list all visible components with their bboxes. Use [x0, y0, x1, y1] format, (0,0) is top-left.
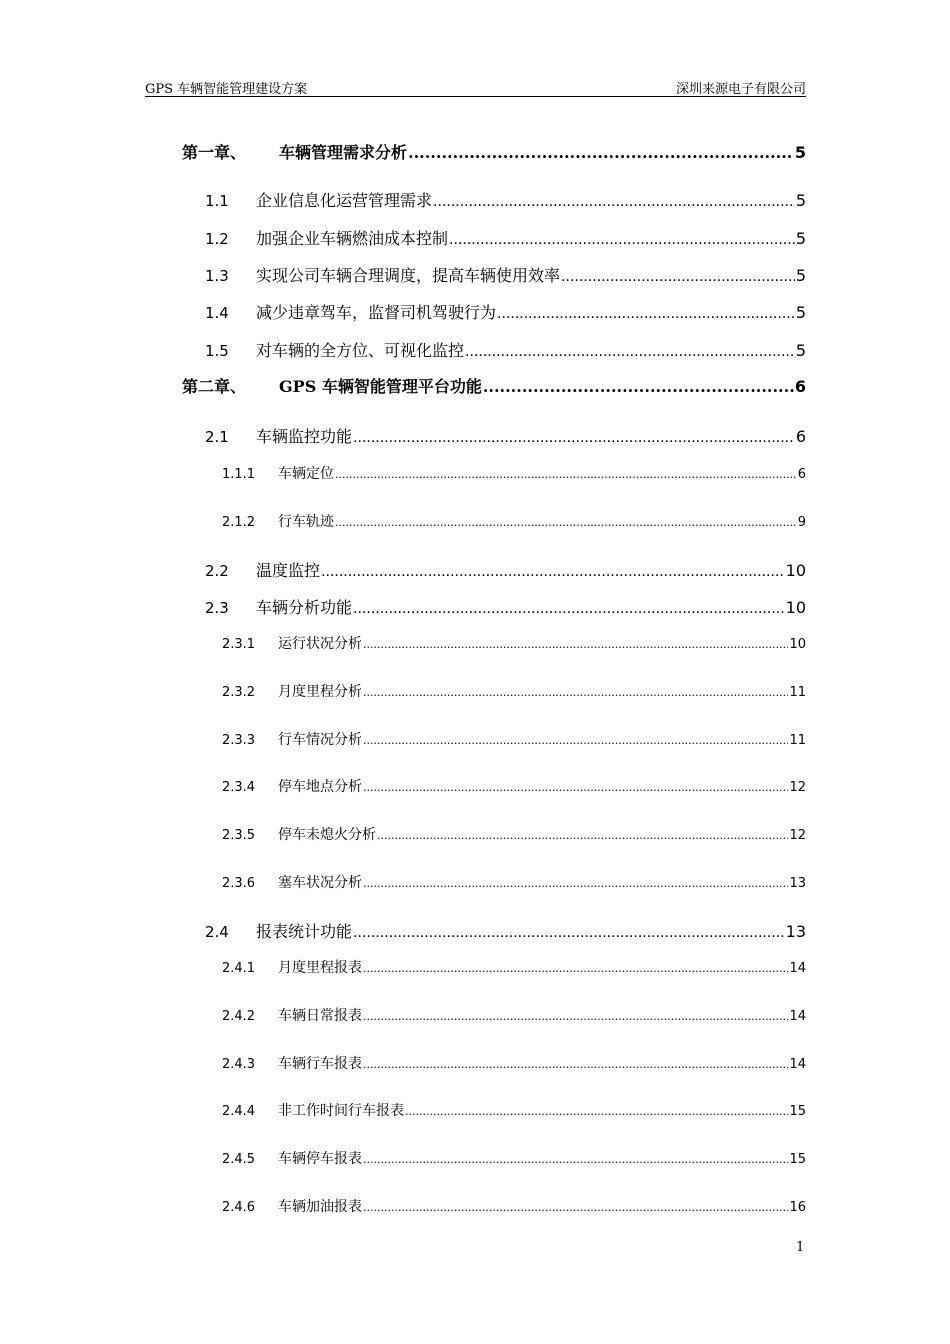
toc-leader-dots: [363, 686, 788, 699]
toc-entry-title: GPS 车辆智能管理平台功能: [279, 377, 482, 396]
toc-entry-title: 实现公司车辆合理调度，提高车辆使用效率: [256, 266, 561, 285]
toc-leader-dots: [363, 734, 788, 747]
toc-leader-dots: [363, 638, 788, 651]
toc-leader-dots: [363, 877, 788, 890]
toc-entry-page: 5: [795, 229, 806, 248]
toc-entry-title: 月度里程分析: [278, 684, 362, 700]
toc-entry-title: 减少违章驾车，监督司机驾驶行为: [256, 303, 497, 322]
toc-entry-title: 企业信息化运营管理需求: [256, 191, 433, 210]
toc-entry-title: 车辆行车报表: [278, 1056, 362, 1072]
toc-leader-dots: [335, 516, 797, 529]
toc-entry-title: 停车地点分析: [278, 779, 362, 795]
toc-entry[interactable]: [222, 776, 806, 796]
toc-entry[interactable]: [222, 1196, 806, 1216]
toc-leader-dots: [405, 1105, 788, 1118]
toc-leader-dots: [363, 781, 788, 794]
toc-entry-page: 6: [795, 427, 806, 446]
toc-leader-dots: [353, 430, 795, 446]
toc-entry-number: 1.2: [205, 230, 229, 248]
toc-entry-page: 5: [795, 303, 806, 322]
toc-entry-title: 车辆管理需求分析: [279, 143, 408, 162]
toc-entry-page: 5: [794, 143, 806, 162]
toc-entry-title: 车辆分析功能: [256, 598, 353, 617]
toc-leader-dots: [321, 564, 785, 580]
toc-entry[interactable]: [222, 729, 806, 749]
toc-entry-title: 车辆加油报表: [278, 1199, 362, 1215]
toc-entry-number: 2.4.2: [222, 1009, 256, 1024]
toc-entry-page: 10: [785, 598, 806, 617]
toc-leader-dots: [483, 377, 794, 396]
toc-entry-title: 行车轨迹: [278, 514, 334, 530]
toc-entry-page: 14: [789, 1009, 806, 1024]
toc-entry-title: 停车未熄火分析: [278, 827, 376, 843]
toc-entry[interactable]: [205, 595, 806, 618]
toc-entry[interactable]: [222, 1005, 806, 1025]
toc-entry[interactable]: [222, 633, 806, 653]
toc-entry-number: 2.4.4: [222, 1104, 256, 1119]
toc-entry-title: 加强企业车辆燃油成本控制: [256, 229, 449, 248]
toc-entry[interactable]: [205, 919, 806, 942]
toc-entry-page: 15: [789, 1152, 806, 1167]
toc-entry-number: 1.1: [205, 192, 229, 210]
toc-entry-number: 2.3.4: [222, 780, 256, 795]
toc-entry-page: 14: [789, 961, 806, 976]
toc-entry-title: 塞车状况分析: [278, 875, 362, 891]
toc-entry[interactable]: [205, 226, 806, 249]
header-document-title: GPS 车辆智能管理建设方案: [145, 82, 308, 97]
toc-entry-title: 运行状况分析: [278, 636, 362, 652]
toc-entry-number: 2.1: [205, 428, 229, 446]
toc-entry[interactable]: [205, 263, 806, 286]
toc-entry[interactable]: [182, 374, 806, 397]
toc-leader-dots: [363, 1201, 788, 1214]
toc-entry-page: 16: [789, 1200, 806, 1215]
toc-entry-title: 对车辆的全方位、可视化监控: [256, 341, 465, 360]
toc-entry-number: 2.4.1: [222, 961, 256, 976]
toc-entry[interactable]: [222, 511, 806, 531]
toc-entry[interactable]: [205, 300, 806, 323]
toc-entry-page: 13: [789, 876, 806, 891]
toc-entry-number: 1.1.1: [222, 467, 256, 482]
toc-entry-page: 5: [795, 341, 806, 360]
toc-entry[interactable]: [205, 424, 806, 447]
toc-entry-title: 月度里程报表: [278, 960, 362, 976]
toc-entry-number: 2.3.5: [222, 828, 256, 843]
toc-entry-page: 5: [795, 191, 806, 210]
toc-entry-page: 13: [785, 922, 806, 941]
toc-leader-dots: [363, 1153, 788, 1166]
toc-entry-number: 2.3.2: [222, 685, 256, 700]
toc-entry-number: 2.4.5: [222, 1152, 256, 1167]
toc-entry-title: 车辆停车报表: [278, 1151, 362, 1167]
toc-entry-number: 2.1.2: [222, 515, 256, 530]
toc-entry-page: 14: [789, 1057, 806, 1072]
toc-leader-dots: [497, 306, 795, 322]
toc-entry-number: 2.3.3: [222, 733, 256, 748]
toc-leader-dots: [353, 601, 785, 617]
toc-entry[interactable]: [222, 872, 806, 892]
toc-entry-title: 温度监控: [256, 561, 321, 580]
toc-entry-number: 1.4: [205, 304, 229, 322]
toc-entry-page: 6: [797, 467, 806, 482]
toc-leader-dots: [561, 269, 795, 285]
toc-entry-page: 11: [789, 733, 806, 748]
toc-entry[interactable]: [222, 1148, 806, 1168]
toc-leader-dots: [465, 344, 795, 360]
toc-entry[interactable]: [222, 1053, 806, 1073]
toc-entry-number: 2.4: [205, 923, 229, 941]
toc-entry-title: 行车情况分析: [278, 732, 362, 748]
toc-leader-dots: [449, 232, 795, 248]
page-number: 1: [796, 1240, 805, 1255]
toc-entry-number: 1.3: [205, 267, 229, 285]
toc-leader-dots: [408, 143, 794, 162]
toc-entry-number: 2.2: [205, 562, 229, 580]
toc-entry[interactable]: [205, 558, 806, 581]
toc-entry-title: 车辆日常报表: [278, 1008, 362, 1024]
toc-entry-page: 11: [789, 685, 806, 700]
toc-leader-dots: [363, 1010, 788, 1023]
toc-entry[interactable]: [222, 957, 806, 977]
toc-entry[interactable]: [222, 824, 806, 844]
toc-entry[interactable]: [222, 681, 806, 701]
toc-entry-number: 2.3.6: [222, 876, 256, 891]
toc-entry-page: 5: [795, 266, 806, 285]
toc-leader-dots: [377, 829, 788, 842]
toc-leader-dots: [353, 925, 785, 941]
toc-leader-dots: [363, 962, 788, 975]
toc-entry-page: 6: [794, 377, 806, 396]
toc-entry[interactable]: [222, 463, 806, 483]
toc-entry-page: 10: [785, 561, 806, 580]
toc-entry-page: 15: [789, 1104, 806, 1119]
toc-leader-dots: [363, 1058, 788, 1071]
toc-entry[interactable]: [182, 140, 806, 163]
toc-entry-number: 2.3: [205, 599, 229, 617]
toc-entry-number: 第一章、: [182, 143, 247, 162]
toc-entry[interactable]: [205, 338, 806, 361]
toc-entry-number: 第二章、: [182, 377, 247, 396]
toc-entry-title: 车辆监控功能: [256, 427, 353, 446]
toc-entry-page: 9: [797, 515, 806, 530]
toc-entry-number: 2.4.3: [222, 1057, 256, 1072]
toc-leader-dots: [335, 468, 797, 481]
header-company-name: 深圳来源电子有限公司: [675, 82, 806, 97]
toc-entry-number: 1.5: [205, 342, 229, 360]
toc-leader-dots: [433, 194, 795, 210]
toc-entry-page: 10: [789, 637, 806, 652]
toc-entry-page: 12: [789, 828, 806, 843]
toc-entry-title: 车辆定位: [278, 466, 334, 482]
toc-entry-title: 非工作时间行车报表: [278, 1103, 404, 1119]
toc-entry[interactable]: [222, 1100, 806, 1120]
toc-entry[interactable]: [205, 188, 806, 211]
toc-entry-number: 2.4.6: [222, 1200, 256, 1215]
toc-entry-number: 2.3.1: [222, 637, 256, 652]
toc-entry-page: 12: [789, 780, 806, 795]
toc-entry-title: 报表统计功能: [256, 922, 353, 941]
